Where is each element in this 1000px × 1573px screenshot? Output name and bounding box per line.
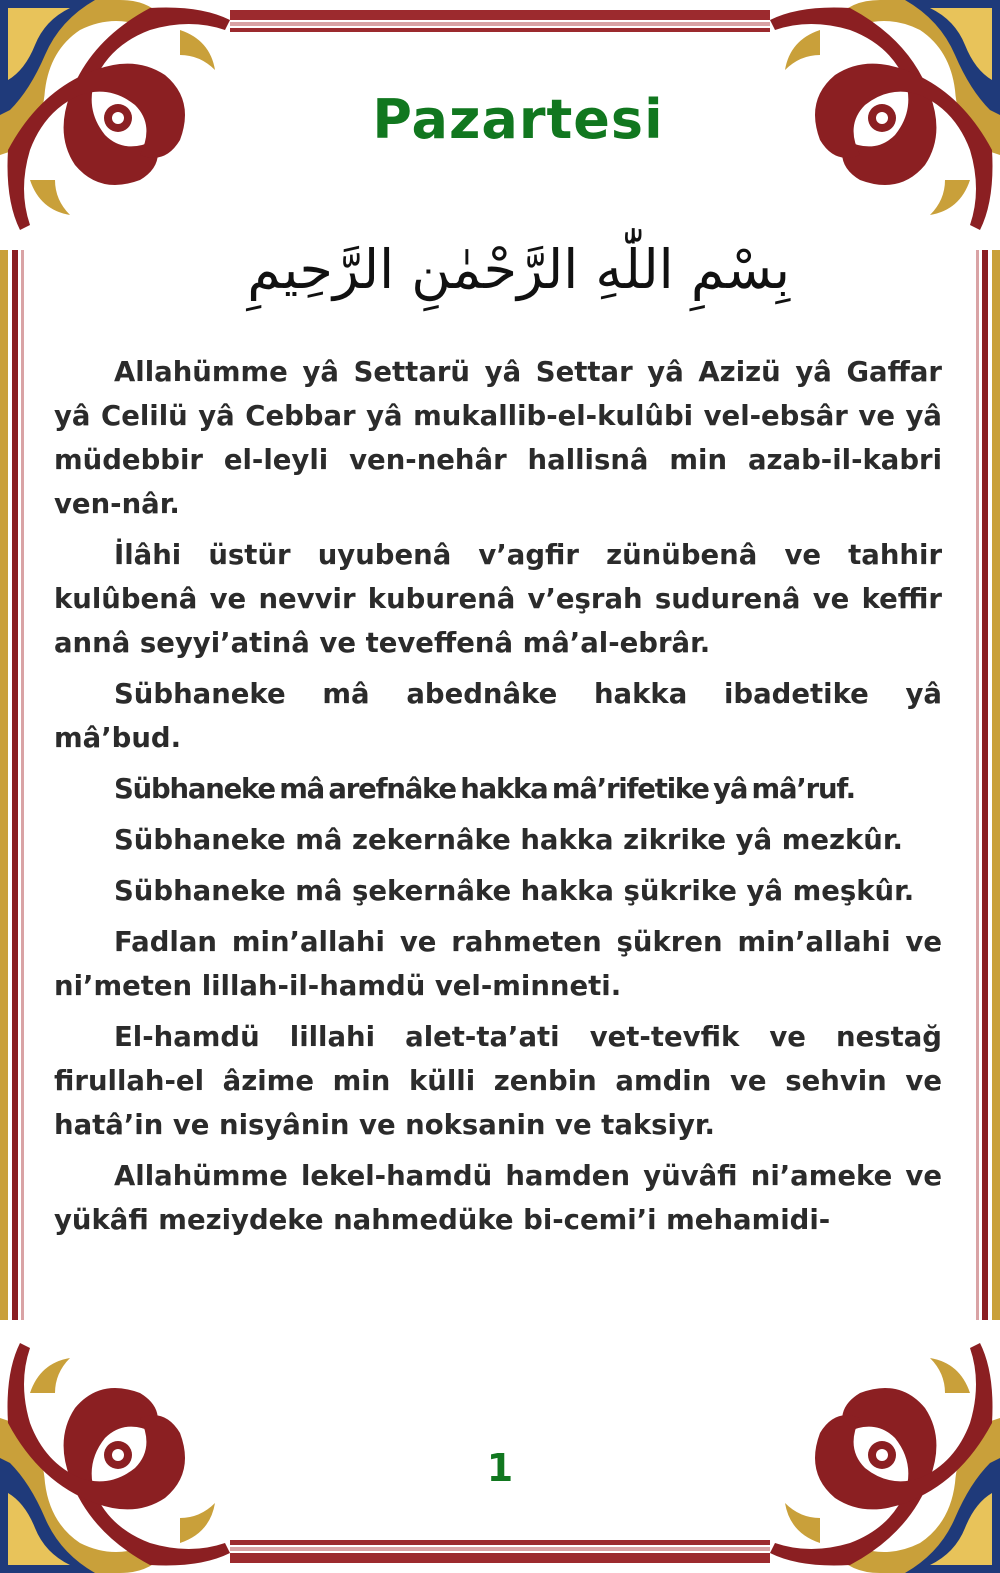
basmala-calligraphy: بِسْمِ اللّٰهِ الرَّحْمٰنِ الرَّحِيمِ xyxy=(247,238,790,301)
page-title: Pazartesi xyxy=(372,88,664,151)
right-border-bars xyxy=(976,250,1000,1320)
paragraph-4: Sübhaneke mâ arefnâke hakka mâ’rifetike yâ mâ’ruf. xyxy=(114,773,855,805)
page-number: 1 xyxy=(486,1446,514,1490)
left-border-bars xyxy=(0,250,24,1320)
top-border-bars xyxy=(230,10,770,32)
corner-ornament-bottom-right xyxy=(770,1343,1000,1573)
paragraph-6: Sübhaneke mâ şekernâke hakka şükrike yâ meşkûr. xyxy=(114,875,915,907)
paragraph-2: İlâhi üstür uyubenâ v’agfir zünübenâ ve tahhir kulûbenâ ve nevvir kuburenâ v’eşrah sudurenâ ve keffir annâ seyyi’atinâ ve teveffenâ mâ’al-ebrâr. xyxy=(54,539,942,659)
paragraph-3: Sübhaneke mâ abednâke hakka ibadetike yâ mâ’bud. xyxy=(54,678,942,754)
paragraph-7: Fadlan min’allahi ve rahmeten şükren min’allahi ve ni’meten lillah-il-hamdü vel-minneti. xyxy=(54,926,942,1002)
paragraph-8: El-hamdü lillahi alet-ta’ati vet-tevfik ve nestağ firullah-el âzime min külli zenbin amdin ve sehvin ve hatâ’in ve nisyânin ve noksanin ve taksiyr. xyxy=(54,1021,942,1141)
prayer-text xyxy=(54,350,942,1249)
paragraph-5: Sübhaneke mâ zekernâke hakka zikrike yâ mezkûr. xyxy=(114,824,903,856)
bottom-border-bars xyxy=(230,1540,770,1563)
paragraph-9: Allahümme lekel-hamdü hamden yüvâfi ni’ameke ve yükâfi meziydeke nahmedüke bi-cemi’i mehamidi- xyxy=(54,1160,942,1236)
corner-ornament-bottom-left xyxy=(0,1343,230,1573)
paragraph-1: Allahümme yâ Settarü yâ Settar yâ Azizü yâ Gaffar yâ Celilü yâ Cebbar yâ mukallib-el-kulûbi vel-ebsâr ve yâ müdebbir el-leyli ven-nehâr hallisnâ min azab-il-kabri ven-nâr. xyxy=(54,356,942,520)
